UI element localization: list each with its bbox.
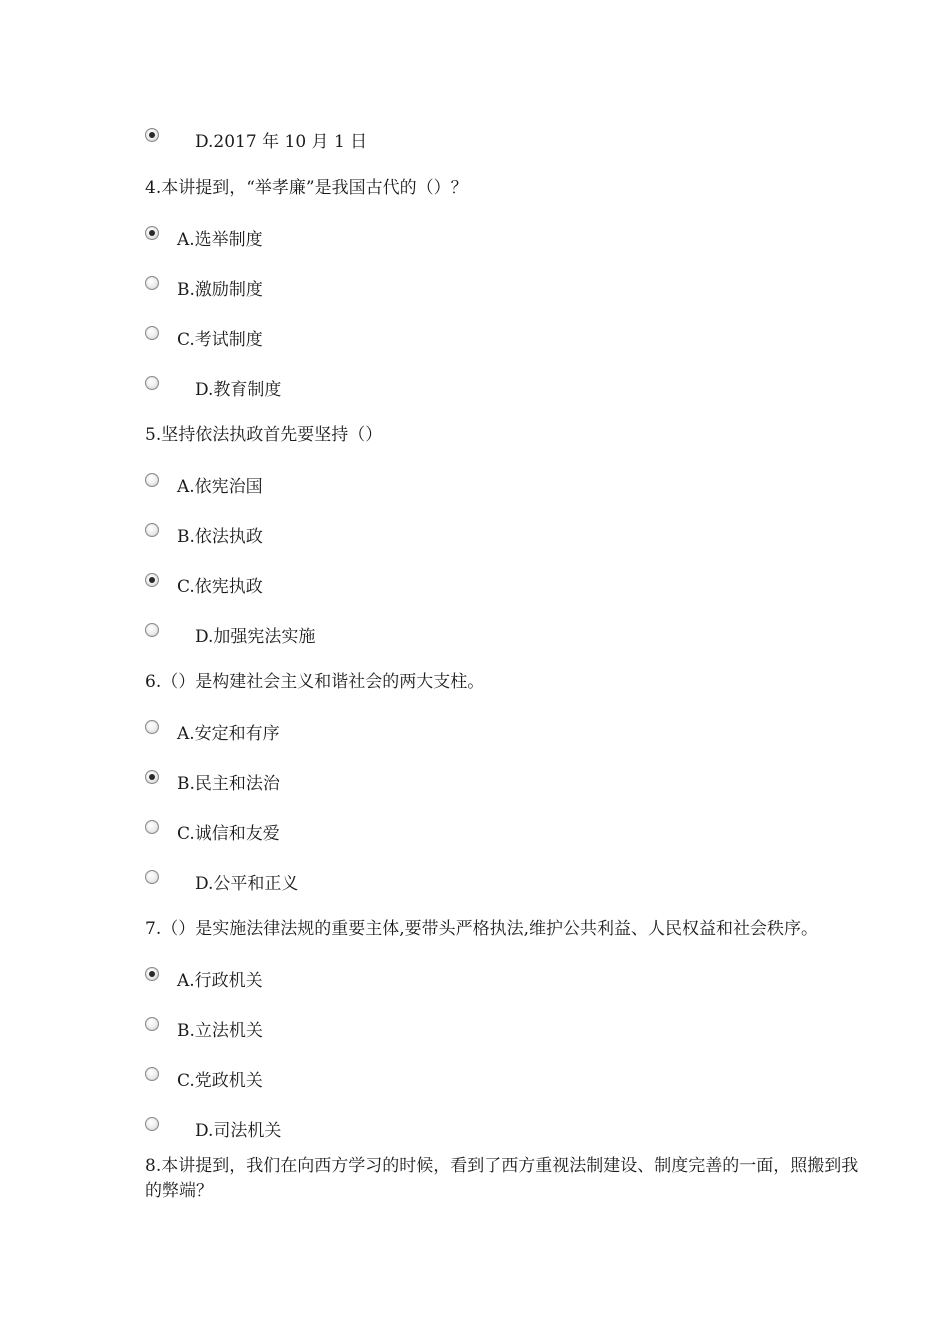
q6-option-a-label: A.安定和有序 xyxy=(177,724,280,744)
q5-option-d-radio[interactable] xyxy=(145,623,159,637)
q5-option-a-radio[interactable] xyxy=(145,473,159,487)
q7-option-a-label: A.行政机关 xyxy=(177,971,263,991)
q6-option-d-label: D.公平和正义 xyxy=(195,874,299,894)
q6-option-a-radio[interactable] xyxy=(145,720,159,734)
q3-option-d-label: D.2017 年 10 月 1 日 xyxy=(195,132,368,152)
q6-option-c-label: C.诚信和友爱 xyxy=(177,824,280,844)
q6-option-b-label: B.民主和法治 xyxy=(177,774,280,794)
q7-option-c-radio[interactable] xyxy=(145,1067,159,1081)
q4-question: 4.本讲提到，“举孝廉”是我国古代的（）？ xyxy=(145,178,468,198)
q5-option-b-label: B.依法执政 xyxy=(177,527,263,547)
q7-option-b-label: B.立法机关 xyxy=(177,1021,263,1041)
q8-question-line2: 的弊端？ xyxy=(145,1181,213,1201)
q7-option-c-label: C.党政机关 xyxy=(177,1071,263,1091)
q3-option-d-radio[interactable] xyxy=(145,128,159,142)
q4-option-a-radio[interactable] xyxy=(145,226,159,240)
q5-option-d-label: D.加强宪法实施 xyxy=(195,627,316,647)
q8-question-line1: 8.本讲提到，我们在向西方学习的时候，看到了西方重视法制建设、制度完善的一面，照搬到我 xyxy=(145,1156,859,1176)
q4-option-d-radio[interactable] xyxy=(145,376,159,390)
q4-option-c-label: C.考试制度 xyxy=(177,330,263,350)
q7-question: 7.（）是实施法律法规的重要主体,要带头严格执法,维护公共利益、人民权益和社会秩序。 xyxy=(145,919,819,939)
q5-option-c-radio[interactable] xyxy=(145,573,159,587)
q5-question: 5.坚持依法执政首先要坚持（） xyxy=(145,425,383,445)
q7-option-d-radio[interactable] xyxy=(145,1117,159,1131)
q7-option-a-radio[interactable] xyxy=(145,967,159,981)
q6-option-b-radio[interactable] xyxy=(145,770,159,784)
q6-question: 6.（）是构建社会主义和谐社会的两大支柱。 xyxy=(145,672,485,692)
q5-option-a-label: A.依宪治国 xyxy=(177,477,263,497)
q5-option-b-radio[interactable] xyxy=(145,523,159,537)
q6-option-c-radio[interactable] xyxy=(145,820,159,834)
q7-option-b-radio[interactable] xyxy=(145,1017,159,1031)
q4-option-d-label: D.教育制度 xyxy=(195,380,282,400)
q4-option-b-label: B.激励制度 xyxy=(177,280,263,300)
q4-option-c-radio[interactable] xyxy=(145,326,159,340)
q7-option-d-label: D.司法机关 xyxy=(195,1121,282,1141)
q4-option-b-radio[interactable] xyxy=(145,276,159,290)
q5-option-c-label: C.依宪执政 xyxy=(177,577,263,597)
q6-option-d-radio[interactable] xyxy=(145,870,159,884)
q4-option-a-label: A.选举制度 xyxy=(177,230,263,250)
